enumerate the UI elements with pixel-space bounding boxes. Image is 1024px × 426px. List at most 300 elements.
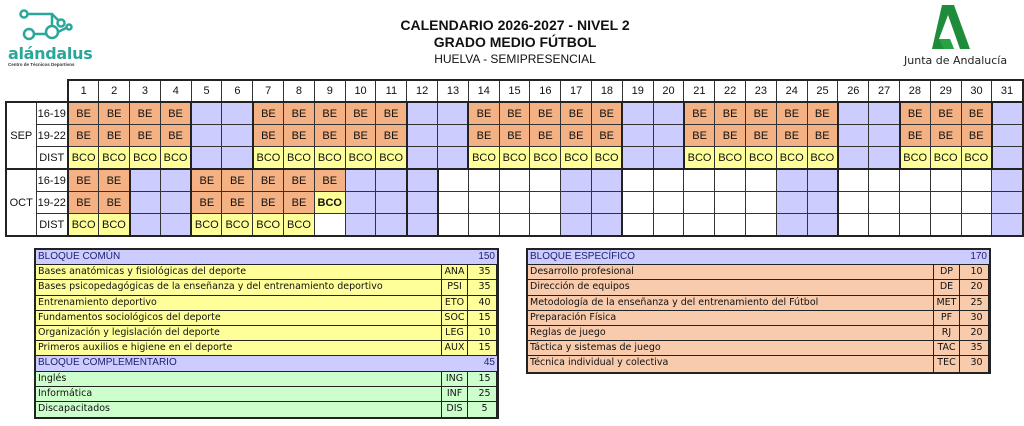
title-line-3: HUELVA - SEMIPRESENCIAL [434, 52, 596, 66]
calendar-cell [222, 147, 253, 169]
calendar-cell [191, 147, 222, 169]
block-total-hours: 170 [970, 251, 987, 262]
calendar-cell [530, 214, 561, 236]
calendar-cell [438, 214, 469, 236]
calendar-cell [653, 169, 684, 191]
calendar-cell: BE [191, 169, 222, 191]
calendar-cell: BE [530, 102, 561, 124]
calendar-cell [838, 214, 869, 236]
subject-name: Informática [36, 387, 442, 401]
day-header: 13 [438, 80, 469, 102]
calendar-cell [407, 191, 438, 213]
day-header: 16 [530, 80, 561, 102]
calendar-cell [992, 102, 1023, 124]
time-slot-label: 19-22 [36, 191, 68, 213]
day-header: 22 [715, 80, 746, 102]
calendar-cell: BCO [715, 147, 746, 169]
block-title: BLOQUE ESPECÍFICO [530, 251, 636, 262]
calendar-cell [961, 191, 992, 213]
calendar-cell [592, 169, 623, 191]
calendar-cell [438, 191, 469, 213]
calendar-cell [930, 191, 961, 213]
calendar-cell: BE [191, 191, 222, 213]
calendar-cell: BCO [592, 147, 623, 169]
calendar-cell [930, 169, 961, 191]
bloque-comun-table [34, 248, 499, 419]
calendar-cell: BCO [284, 147, 315, 169]
calendar-cell [191, 102, 222, 124]
calendar-cell: BE [345, 102, 376, 124]
calendar-cell: BE [468, 102, 499, 124]
calendar-cell [407, 125, 438, 147]
corner-blank [6, 80, 36, 102]
day-header: 6 [222, 80, 253, 102]
calendar-cell [592, 214, 623, 236]
subject-row [528, 341, 989, 356]
calendar-cell: BE [284, 191, 315, 213]
subject-hours: 25 [473, 387, 497, 401]
calendar-cell: BE [314, 169, 345, 191]
calendar-cell: BCO [68, 147, 99, 169]
calendar-cell [345, 169, 376, 191]
calendar-cell [746, 214, 777, 236]
calendar-cell [407, 147, 438, 169]
subject-hours: 35 [473, 265, 497, 279]
subject-hours: 10 [965, 265, 989, 279]
calendar-cell: BCO [684, 147, 715, 169]
calendar-cell: BE [900, 125, 931, 147]
subject-name: Organización y legislación del deporte [36, 326, 442, 340]
calendar-cell: BE [284, 102, 315, 124]
junta-name: Junta de Andalucía [904, 54, 1008, 67]
day-header: 21 [684, 80, 715, 102]
calendar-cell: BCO [499, 147, 530, 169]
subject-name: Dirección de equipos [528, 280, 934, 294]
calendar-cell [622, 169, 653, 191]
calendar-cell: BE [592, 125, 623, 147]
calendar-cell [160, 214, 191, 236]
calendar-cell [653, 191, 684, 213]
time-slot-label: 16-19 [36, 102, 68, 124]
calendar-cell [992, 125, 1023, 147]
calendar-cell [622, 191, 653, 213]
calendar-cell: BE [530, 125, 561, 147]
calendar-cell: BE [68, 125, 99, 147]
subject-row [36, 387, 497, 402]
calendar-cell [438, 125, 469, 147]
calendar-cell: BE [746, 102, 777, 124]
calendar-cell: BE [930, 102, 961, 124]
calendar-cell [345, 191, 376, 213]
junta-a-icon [930, 5, 972, 51]
calendar-cell: BE [684, 125, 715, 147]
bloque-especifico-table [526, 248, 991, 374]
day-header: 10 [345, 80, 376, 102]
calendar-cell: BCO [284, 214, 315, 236]
calendar-cell: BE [99, 102, 130, 124]
subject-hours: 30 [965, 311, 989, 325]
calendar-cell [900, 191, 931, 213]
calendar-cell: BE [684, 102, 715, 124]
calendar-cell [776, 169, 807, 191]
subject-code: PSI [442, 280, 468, 294]
calendar-cell [838, 191, 869, 213]
calendar-cell: BCO [345, 147, 376, 169]
subject-name: Preparación Física [528, 311, 934, 325]
subject-name: Inglés [36, 372, 442, 386]
calendar-cell: BE [900, 102, 931, 124]
junta-andalucia-logo [900, 5, 1020, 67]
circuit-logo-icon [16, 6, 86, 42]
day-header: 5 [191, 80, 222, 102]
calendar-cell [715, 169, 746, 191]
calendar-cell [222, 102, 253, 124]
corner-blank [36, 80, 68, 102]
calendar-cell: BE [160, 102, 191, 124]
calendar-cell: BE [222, 191, 253, 213]
calendar-cell [160, 169, 191, 191]
day-header: 29 [930, 80, 961, 102]
month-label: SEP [6, 102, 36, 169]
subject-row [36, 280, 497, 295]
calendar-cell [776, 191, 807, 213]
document-title [380, 17, 650, 68]
subject-name: Bases psicopedagógicas de la enseñanza y del entrenamiento deportivo [36, 280, 442, 294]
calendar-cell [376, 169, 407, 191]
calendar-cell: BE [284, 169, 315, 191]
calendar-row-oct-16-19 [6, 169, 1023, 191]
calendar-cell [407, 169, 438, 191]
calendar-cell [684, 214, 715, 236]
calendar-cell [438, 147, 469, 169]
calendar-cell: BE [345, 125, 376, 147]
calendar-cell: BE [561, 125, 592, 147]
subject-code: LEG [442, 326, 468, 340]
calendar-cell: BCO [746, 147, 777, 169]
calendar-cell [807, 214, 838, 236]
calendar-cell [438, 102, 469, 124]
calendar-cell [376, 191, 407, 213]
calendar-cell: BCO [222, 214, 253, 236]
day-header: 9 [314, 80, 345, 102]
calendar-cell [776, 214, 807, 236]
calendar-cell: BE [807, 125, 838, 147]
calendar-cell [992, 191, 1023, 213]
calendar-cell [314, 214, 345, 236]
day-header: 30 [961, 80, 992, 102]
day-header: 20 [653, 80, 684, 102]
day-header: 31 [992, 80, 1023, 102]
calendar-cell: BE [592, 102, 623, 124]
calendar-cell: BE [68, 169, 99, 191]
calendar-cell [468, 169, 499, 191]
calendar-cell: BE [253, 125, 284, 147]
calendar-cell [561, 214, 592, 236]
calendar-cell: BE [68, 191, 99, 213]
calendar-cell [869, 169, 900, 191]
calendar-cell: BE [253, 169, 284, 191]
subject-name: Fundamentos sociológicos del deporte [36, 311, 442, 325]
subject-hours: 5 [473, 402, 497, 417]
calendar-cell [869, 102, 900, 124]
calendar-cell: BCO [376, 147, 407, 169]
calendar-cell [530, 169, 561, 191]
calendar-cell [838, 169, 869, 191]
calendar-cell [869, 147, 900, 169]
calendar-cell: BE [160, 125, 191, 147]
calendar-cell [561, 191, 592, 213]
subject-row [528, 280, 989, 295]
subject-code: ETO [442, 296, 468, 310]
calendar-cell: BE [376, 125, 407, 147]
calendar-cell [715, 214, 746, 236]
calendar-cell [130, 191, 161, 213]
calendar-cell [499, 214, 530, 236]
subject-code: DP [934, 265, 960, 279]
calendar-cell [160, 191, 191, 213]
subject-row [528, 265, 989, 280]
subject-row [36, 341, 497, 356]
subject-code: AUX [442, 341, 468, 355]
block-header [528, 250, 989, 265]
calendar-cell [869, 125, 900, 147]
calendar-cell [222, 125, 253, 147]
calendar-cell [622, 147, 653, 169]
day-header: 8 [284, 80, 315, 102]
subject-row [528, 296, 989, 311]
subject-row [36, 296, 497, 311]
calendar-row-oct-dist [6, 214, 1023, 236]
calendar-cell [838, 125, 869, 147]
subject-name: Entrenamiento deportivo [36, 296, 442, 310]
subject-row [36, 372, 497, 387]
calendar-cell: BCO [314, 191, 345, 213]
subject-name: Primeros auxilios e higiene en el deporte [36, 341, 442, 355]
subject-hours: 35 [473, 280, 497, 294]
calendar-cell: BE [807, 102, 838, 124]
calendar-row-oct-19-22 [6, 191, 1023, 213]
calendar-cell: BCO [468, 147, 499, 169]
calendar-cell [992, 169, 1023, 191]
subject-code: DE [934, 280, 960, 294]
subject-row [528, 356, 989, 371]
calendar-cell: BE [930, 125, 961, 147]
calendar-cell [622, 214, 653, 236]
calendar-cell [653, 125, 684, 147]
calendar-cell [900, 169, 931, 191]
day-header: 11 [376, 80, 407, 102]
calendar-cell: BCO [900, 147, 931, 169]
subject-row [528, 326, 989, 341]
subject-row [528, 311, 989, 326]
calendar-cell [653, 214, 684, 236]
calendar-cell: BE [961, 125, 992, 147]
subject-code: ANA [442, 265, 468, 279]
calendar-cell: BE [253, 102, 284, 124]
calendar-cell [468, 191, 499, 213]
subject-hours: 35 [965, 341, 989, 355]
calendar-cell [930, 214, 961, 236]
day-header: 3 [130, 80, 161, 102]
day-header: 23 [746, 80, 777, 102]
subject-code: RJ [934, 326, 960, 340]
calendar-cell [561, 169, 592, 191]
subject-hours: 25 [965, 296, 989, 310]
day-header: 28 [900, 80, 931, 102]
subject-code: TEC [934, 356, 960, 371]
calendar-cell [407, 102, 438, 124]
subject-hours: 15 [473, 311, 497, 325]
day-header: 19 [622, 80, 653, 102]
subject-code: ING [442, 372, 468, 386]
calendar-cell: BE [961, 102, 992, 124]
calendar-cell: BE [776, 102, 807, 124]
brand-name: alándalus [8, 44, 93, 63]
subject-hours: 20 [965, 280, 989, 294]
block-header [36, 250, 497, 265]
calendar-cell: BE [284, 125, 315, 147]
calendar-cell: BCO [930, 147, 961, 169]
calendar-cell: BCO [99, 214, 130, 236]
month-label: OCT [6, 169, 36, 236]
calendar-cell [869, 191, 900, 213]
calendar-cell: BE [468, 125, 499, 147]
subject-hours: 10 [473, 326, 497, 340]
subject-code: INF [442, 387, 468, 401]
calendar-cell [807, 169, 838, 191]
day-header: 4 [160, 80, 191, 102]
day-header: 1 [68, 80, 99, 102]
calendar-cell [992, 214, 1023, 236]
title-line-2: GRADO MEDIO FÚTBOL [433, 34, 597, 50]
title-line-1: CALENDARIO 2026-2027 - NIVEL 2 [400, 17, 630, 33]
calendar-cell: BCO [160, 147, 191, 169]
calendar-cell: BE [561, 102, 592, 124]
calendar-cell [838, 147, 869, 169]
calendar-cell [592, 191, 623, 213]
calendar-cell: BCO [530, 147, 561, 169]
time-slot-label: DIST [36, 147, 68, 169]
calendar-cell [807, 191, 838, 213]
calendar-cell [715, 191, 746, 213]
subject-row [36, 311, 497, 326]
calendar-cell [130, 214, 161, 236]
calendar-cell: BE [253, 191, 284, 213]
subject-code: SOC [442, 311, 468, 325]
calendar-cell: BE [130, 102, 161, 124]
calendar-cell [746, 169, 777, 191]
calendar-cell [499, 191, 530, 213]
day-header: 2 [99, 80, 130, 102]
subject-code: TAC [934, 341, 960, 355]
calendar-cell [869, 214, 900, 236]
subject-row [36, 402, 497, 417]
calendar-cell [653, 147, 684, 169]
calendar-cell: BE [746, 125, 777, 147]
calendar-cell [684, 169, 715, 191]
calendar-cell [838, 102, 869, 124]
subject-name: Técnica individual y colectiva [528, 356, 934, 371]
calendar-cell: BCO [130, 147, 161, 169]
calendar-cell: BCO [561, 147, 592, 169]
calendar-cell [438, 169, 469, 191]
calendar-cell: BE [99, 169, 130, 191]
calendar-cell: BE [499, 102, 530, 124]
calendar-cell [499, 169, 530, 191]
subject-code: PF [934, 311, 960, 325]
calendar-cell: BE [130, 125, 161, 147]
calendar-cell: BCO [961, 147, 992, 169]
calendar-cell: BCO [776, 147, 807, 169]
calendar-row-sep-dist [6, 147, 1023, 169]
subject-code: DIS [442, 402, 468, 417]
calendar-cell [376, 214, 407, 236]
time-slot-label: 16-19 [36, 169, 68, 191]
calendar-cell: BE [68, 102, 99, 124]
subject-hours: 15 [473, 341, 497, 355]
calendar-cell: BCO [99, 147, 130, 169]
calendar-cell: BE [314, 125, 345, 147]
day-header: 7 [253, 80, 284, 102]
subject-name: Táctica y sistemas de juego [528, 341, 934, 355]
subject-name: Discapacitados [36, 402, 442, 417]
subject-name: Desarrollo profesional [528, 265, 934, 279]
calendar-cell [345, 214, 376, 236]
calendar-cell: BE [776, 125, 807, 147]
calendar-cell [746, 191, 777, 213]
calendar-cell: BE [314, 102, 345, 124]
calendar-cell [622, 125, 653, 147]
calendar-cell [191, 125, 222, 147]
calendar-grid [5, 79, 1024, 237]
subject-hours: 15 [473, 372, 497, 386]
calendar-cell [900, 214, 931, 236]
calendar-cell: BCO [807, 147, 838, 169]
calendar-cell: BCO [191, 214, 222, 236]
calendar-cell [407, 214, 438, 236]
brand-subtitle: Centro de Técnicos Deportivos [8, 62, 75, 67]
day-header: 18 [592, 80, 623, 102]
block-title: BLOQUE COMPLEMENTARIO [38, 357, 177, 369]
calendar-cell: BE [99, 191, 130, 213]
calendar-header-row [6, 80, 1023, 102]
calendar-cell: BCO [68, 214, 99, 236]
calendar-cell: BE [499, 125, 530, 147]
calendar-cell: BE [376, 102, 407, 124]
day-header: 26 [838, 80, 869, 102]
calendar-cell [468, 214, 499, 236]
subject-row [36, 326, 497, 341]
calendar-cell [622, 102, 653, 124]
subject-row [36, 265, 497, 280]
calendar-cell: BCO [253, 147, 284, 169]
block-header [36, 356, 497, 371]
day-header: 25 [807, 80, 838, 102]
subject-hours: 30 [965, 356, 989, 371]
calendar-cell: BE [715, 125, 746, 147]
block-total-hours: 150 [478, 251, 495, 262]
calendar-cell [961, 169, 992, 191]
calendar-cell: BE [715, 102, 746, 124]
calendar-cell: BCO [253, 214, 284, 236]
calendar-cell [961, 214, 992, 236]
calendar-cell [653, 102, 684, 124]
subject-name: Bases anatómicas y fisiológicas del deporte [36, 265, 442, 279]
time-slot-label: 19-22 [36, 125, 68, 147]
subject-name: Metodología de la enseñanza y del entrenamiento del Fútbol [528, 296, 934, 310]
calendar-cell: BE [99, 125, 130, 147]
calendar-cell [992, 147, 1023, 169]
